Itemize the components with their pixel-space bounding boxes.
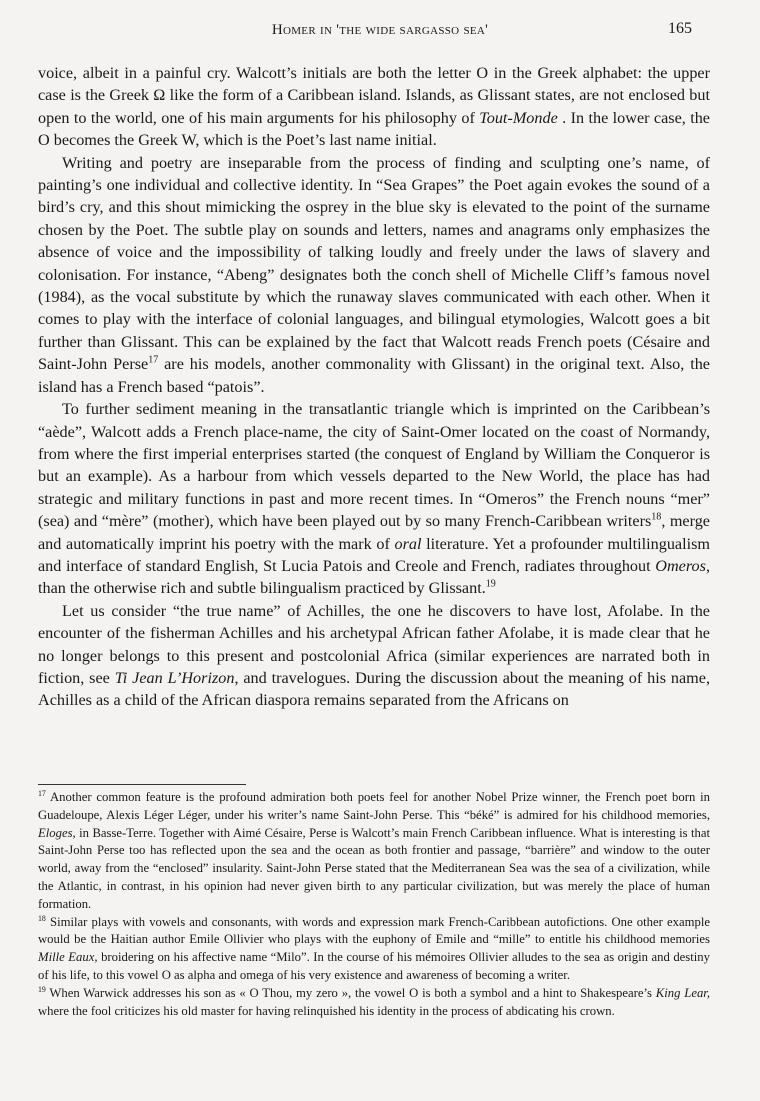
paragraph-4	[38, 600, 710, 712]
text-run: literature. Yet a profounder multilingualism and interface of standard English, St Lucia Patois and Creole and French, radiates throughout	[38, 534, 710, 575]
italic-text: oral	[394, 534, 422, 553]
text-run: When Warwick addresses his son as « O Thou, my zero », the vowel O is both a symbol and a hint to Shakespeare’s	[45, 985, 656, 1000]
paragraph-3	[38, 398, 710, 600]
text-run: , than the otherwise rich and subtle bilingualism practiced by Glissant.	[38, 556, 710, 598]
text-run: in Basse-Terre. Together with Aimé Césaire, Perse is Walcott’s main French Caribbean influence. What is interesting is that Saint-John Perse too has reflected upon the sea and the ocean as both frontier and passage, “barrière” and window to the outer world, away from the “enclosed” insularity. Saint-John Perse stated that the Mediterranean Sea was the sea of a civilization, while the Atlantic, in contrast, in his opinion had never given birth to any particular civilization, but was merely the place of human formation.	[38, 825, 710, 911]
running-head: Homer in 'the wide sargasso sea'	[271, 22, 489, 38]
paragraph-2	[38, 152, 710, 398]
text-run: To further sediment meaning in the transatlantic triangle which is imprinted on the Caribbean’s “aède”, Walcott adds a French place-name, the city of Saint-Omer located on the coast of Normandy, from where the first imperial enterprises started (the conquest of England by William the Conqueror is but an example). As a harbour from which vessels departed to the New World, the place has had strategic and military functions in past and more recent times. In “Omeros” the French nouns “mer” (sea) and “mère” (mother), which have been played out by so many French-Caribbean writers	[38, 400, 710, 531]
text-run: Another common feature is the profound admiration both poets feel for another Nobel Prize winner, the French poet born in Guadeloupe, Alexis Léger Léger, under his writer’s name Saint-John Perse. This “béké” is admired for his childhood memories,	[38, 790, 710, 822]
footnote-marker: 19	[38, 984, 46, 994]
text-run: . In the lower case, the O becomes the Greek W, which is the Poet’s last name initial.	[38, 108, 710, 150]
text-run: Writing and poetry are inseparable from the process of finding and sculpting one’s name, of painting’s one individual and collective identity. In “Sea Grapes” the Poet again evokes the sound of a bird’s cry, and this shout mimicking the osprey in the blue sky is elevated to the point of the surname chosen by the Poet. The subtle play on sounds and letters, names and anagrams only emphasizes the absence of voice and the impossibility of talking loudly and freely under the laws of slavery and colonisation. For instance, “Abeng” designates both the conch shell of Michelle Cliff’s famous novel (1984), as the vocal substitute by which the runaway slaves communicated with each other. When it comes to play with the interface of colonial languages, and bilingual etymologies, Walcott goes a bit further than Glissant. This can be explained by the fact that Walcott reads French poets (Césaire and Saint-John Perse	[38, 153, 710, 374]
italic-text: Omeros	[655, 556, 706, 575]
text-run: Let us consider “the true name” of Achilles, the one he discovers to have lost, Afolabe. In the encounter of the fisherman Achilles and his archetypal African father Afolabe, it is made clear that he no longer belongs to this present and postcolonial Africa (similar experiences are narrated both in fiction, see	[38, 601, 710, 687]
italic-text: Mille Eaux,	[38, 950, 98, 965]
main-text	[38, 62, 710, 712]
text-run: , and travelogues. During the discussion about the meaning of his name, Achilles as a child of the African diaspora remains separated from the Africans on	[38, 668, 710, 710]
text-run: where the fool criticizes his old master for having relinquished his identity in the process of abdicating his crown.	[38, 1003, 615, 1018]
page-number: 165	[668, 20, 692, 37]
footnote-separator	[38, 784, 246, 785]
footnote-marker: 17	[148, 354, 159, 366]
footnote-marker: 18	[651, 511, 662, 523]
italic-text: Eloges,	[38, 825, 76, 840]
text-run: are his models, another commonality with Glissant) in the original text. Also, the island has a French based “patois”.	[38, 355, 710, 396]
italic-text: Tout-Monde	[479, 108, 558, 127]
footnote-18	[38, 914, 710, 985]
footnote-marker: 19	[485, 578, 496, 590]
footnote-marker: 17	[38, 788, 46, 798]
text-run: voice, albeit in a painful cry. Walcott’s initials are both the letter O in the Greek alphabet: the upper case is the Greek Ω like the form of a Caribbean island. Islands, as Glissant states, are not enclosed but open to the world, one of his main arguments for his philosophy of	[38, 64, 710, 127]
text-run: , merge and automatically imprint his poetry with the mark of	[38, 512, 710, 553]
italic-text: Ti Jean L’Horizon	[114, 668, 235, 687]
page-header	[38, 22, 722, 44]
paragraph-1	[38, 62, 710, 152]
footnote-17	[38, 789, 710, 914]
text-run: broidering on his affective name “Milo”. In the course of his mémoires Ollivier alludes to the sea as origin and destiny of his life, to this vowel O as alpha and omega of his very existence and awareness of becoming a writer.	[38, 950, 710, 982]
text-run: Similar plays with vowels and consonants, with words and expression mark French-Caribbean autofictions. One other example would be the Haitian author Emile Ollivier who plays with the euphony of Emile and “mille” to entitle his childhood memories	[38, 914, 710, 947]
footnote-marker: 18	[38, 913, 46, 923]
footnotes	[38, 789, 710, 1020]
italic-text: King Lear,	[655, 985, 710, 1000]
footnote-19	[38, 985, 710, 1021]
